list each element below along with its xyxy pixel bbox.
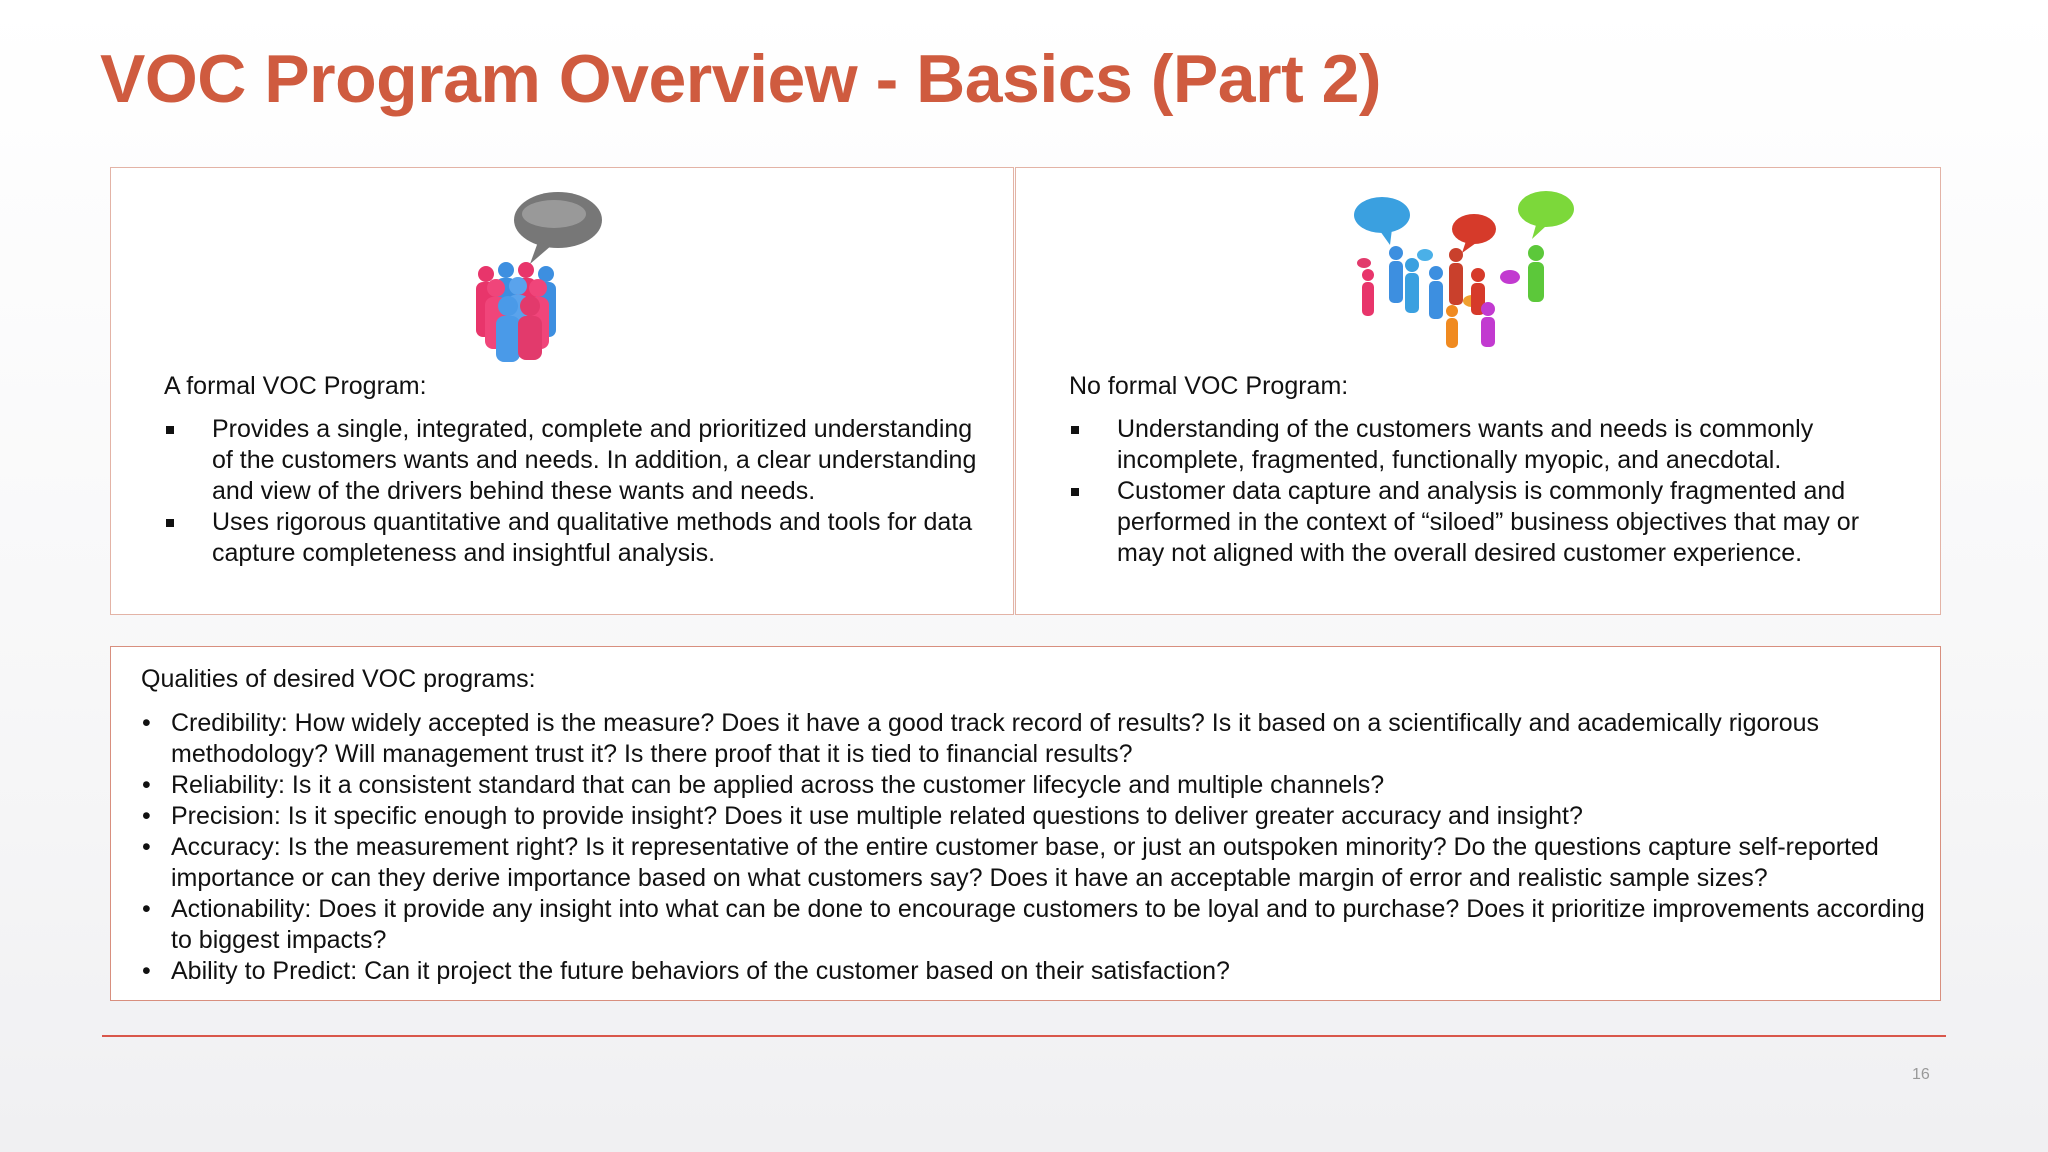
no-formal-voc-bullets: [1069, 414, 1899, 569]
formal-voc-panel: [110, 167, 1014, 615]
list-item: • Credibility: How widely accepted is the measure? Does it have a good track record of results? Is it based on a scientifically and academically rigorous methodology? Will management trust it? Is there proof that it is tied to financial results?: [142, 709, 1820, 768]
page-number: 16: [1912, 1066, 1930, 1083]
slide-title: VOC Program Overview - Basics (Part 2): [100, 41, 1382, 117]
formal-voc-bullets: [164, 414, 994, 569]
crowd-single-voice-icon: [456, 188, 596, 368]
bullet-dot-icon: •: [142, 771, 151, 799]
bullet-dot-icon: •: [142, 895, 151, 923]
no-formal-voc-panel: [1015, 167, 1941, 615]
footer-rule: [102, 1035, 1946, 1037]
qualities-heading: Qualities of desired VOC programs:: [141, 665, 536, 693]
square-bullet-icon: [1071, 426, 1079, 434]
list-item: • Actionability: Does it provide any insight into what can be done to encourage customers to be loyal and to purchase? Does it prioritize improvements according to biggest impacts?: [142, 895, 1925, 954]
list-item: • Ability to Predict: Can it project the future behaviors of the customer based on their satisfaction?: [142, 957, 1230, 985]
scattered-voices-icon: [1346, 193, 1586, 353]
bullet-dot-icon: •: [142, 957, 151, 985]
list-item: • Reliability: Is it a consistent standard that can be applied across the customer lifecycle and multiple channels?: [142, 771, 1385, 799]
list-item: Uses rigorous quantitative and qualitative methods and tools for data capture completeness and insightful analysis.: [164, 507, 994, 569]
list-item: Understanding of the customers wants and needs is commonly incomplete, fragmented, functionally myopic, and anecdotal.: [1069, 414, 1899, 476]
list-item: Customer data capture and analysis is commonly fragmented and performed in the context of “siloed” business objectives that may or may not aligned with the overall desired customer experience.: [1069, 476, 1899, 569]
square-bullet-icon: [1071, 488, 1079, 496]
square-bullet-icon: [166, 426, 174, 434]
bullet-dot-icon: •: [142, 802, 151, 830]
bullet-dot-icon: •: [142, 833, 151, 861]
formal-voc-heading: A formal VOC Program:: [164, 372, 427, 400]
bullet-dot-icon: •: [142, 709, 151, 737]
qualities-panel: [110, 646, 1941, 1001]
no-formal-voc-heading: No formal VOC Program:: [1069, 372, 1349, 400]
square-bullet-icon: [166, 519, 174, 527]
list-item: Provides a single, integrated, complete and prioritized understanding of the customers wants and needs. In addition, a clear understanding and view of the drivers behind these wants and needs.: [164, 414, 994, 507]
list-item: • Precision: Is it specific enough to provide insight? Does it use multiple related questions to deliver greater accuracy and insight?: [142, 802, 1583, 830]
qualities-bullets: [141, 708, 1931, 987]
list-item: • Accuracy: Is the measurement right? Is it representative of the entire customer base, or just an outspoken minority? Do the questions capture self-reported importance or can they derive importance based on what customers say? Does it have an acceptable margin of error and realistic sample sizes?: [142, 833, 1879, 892]
